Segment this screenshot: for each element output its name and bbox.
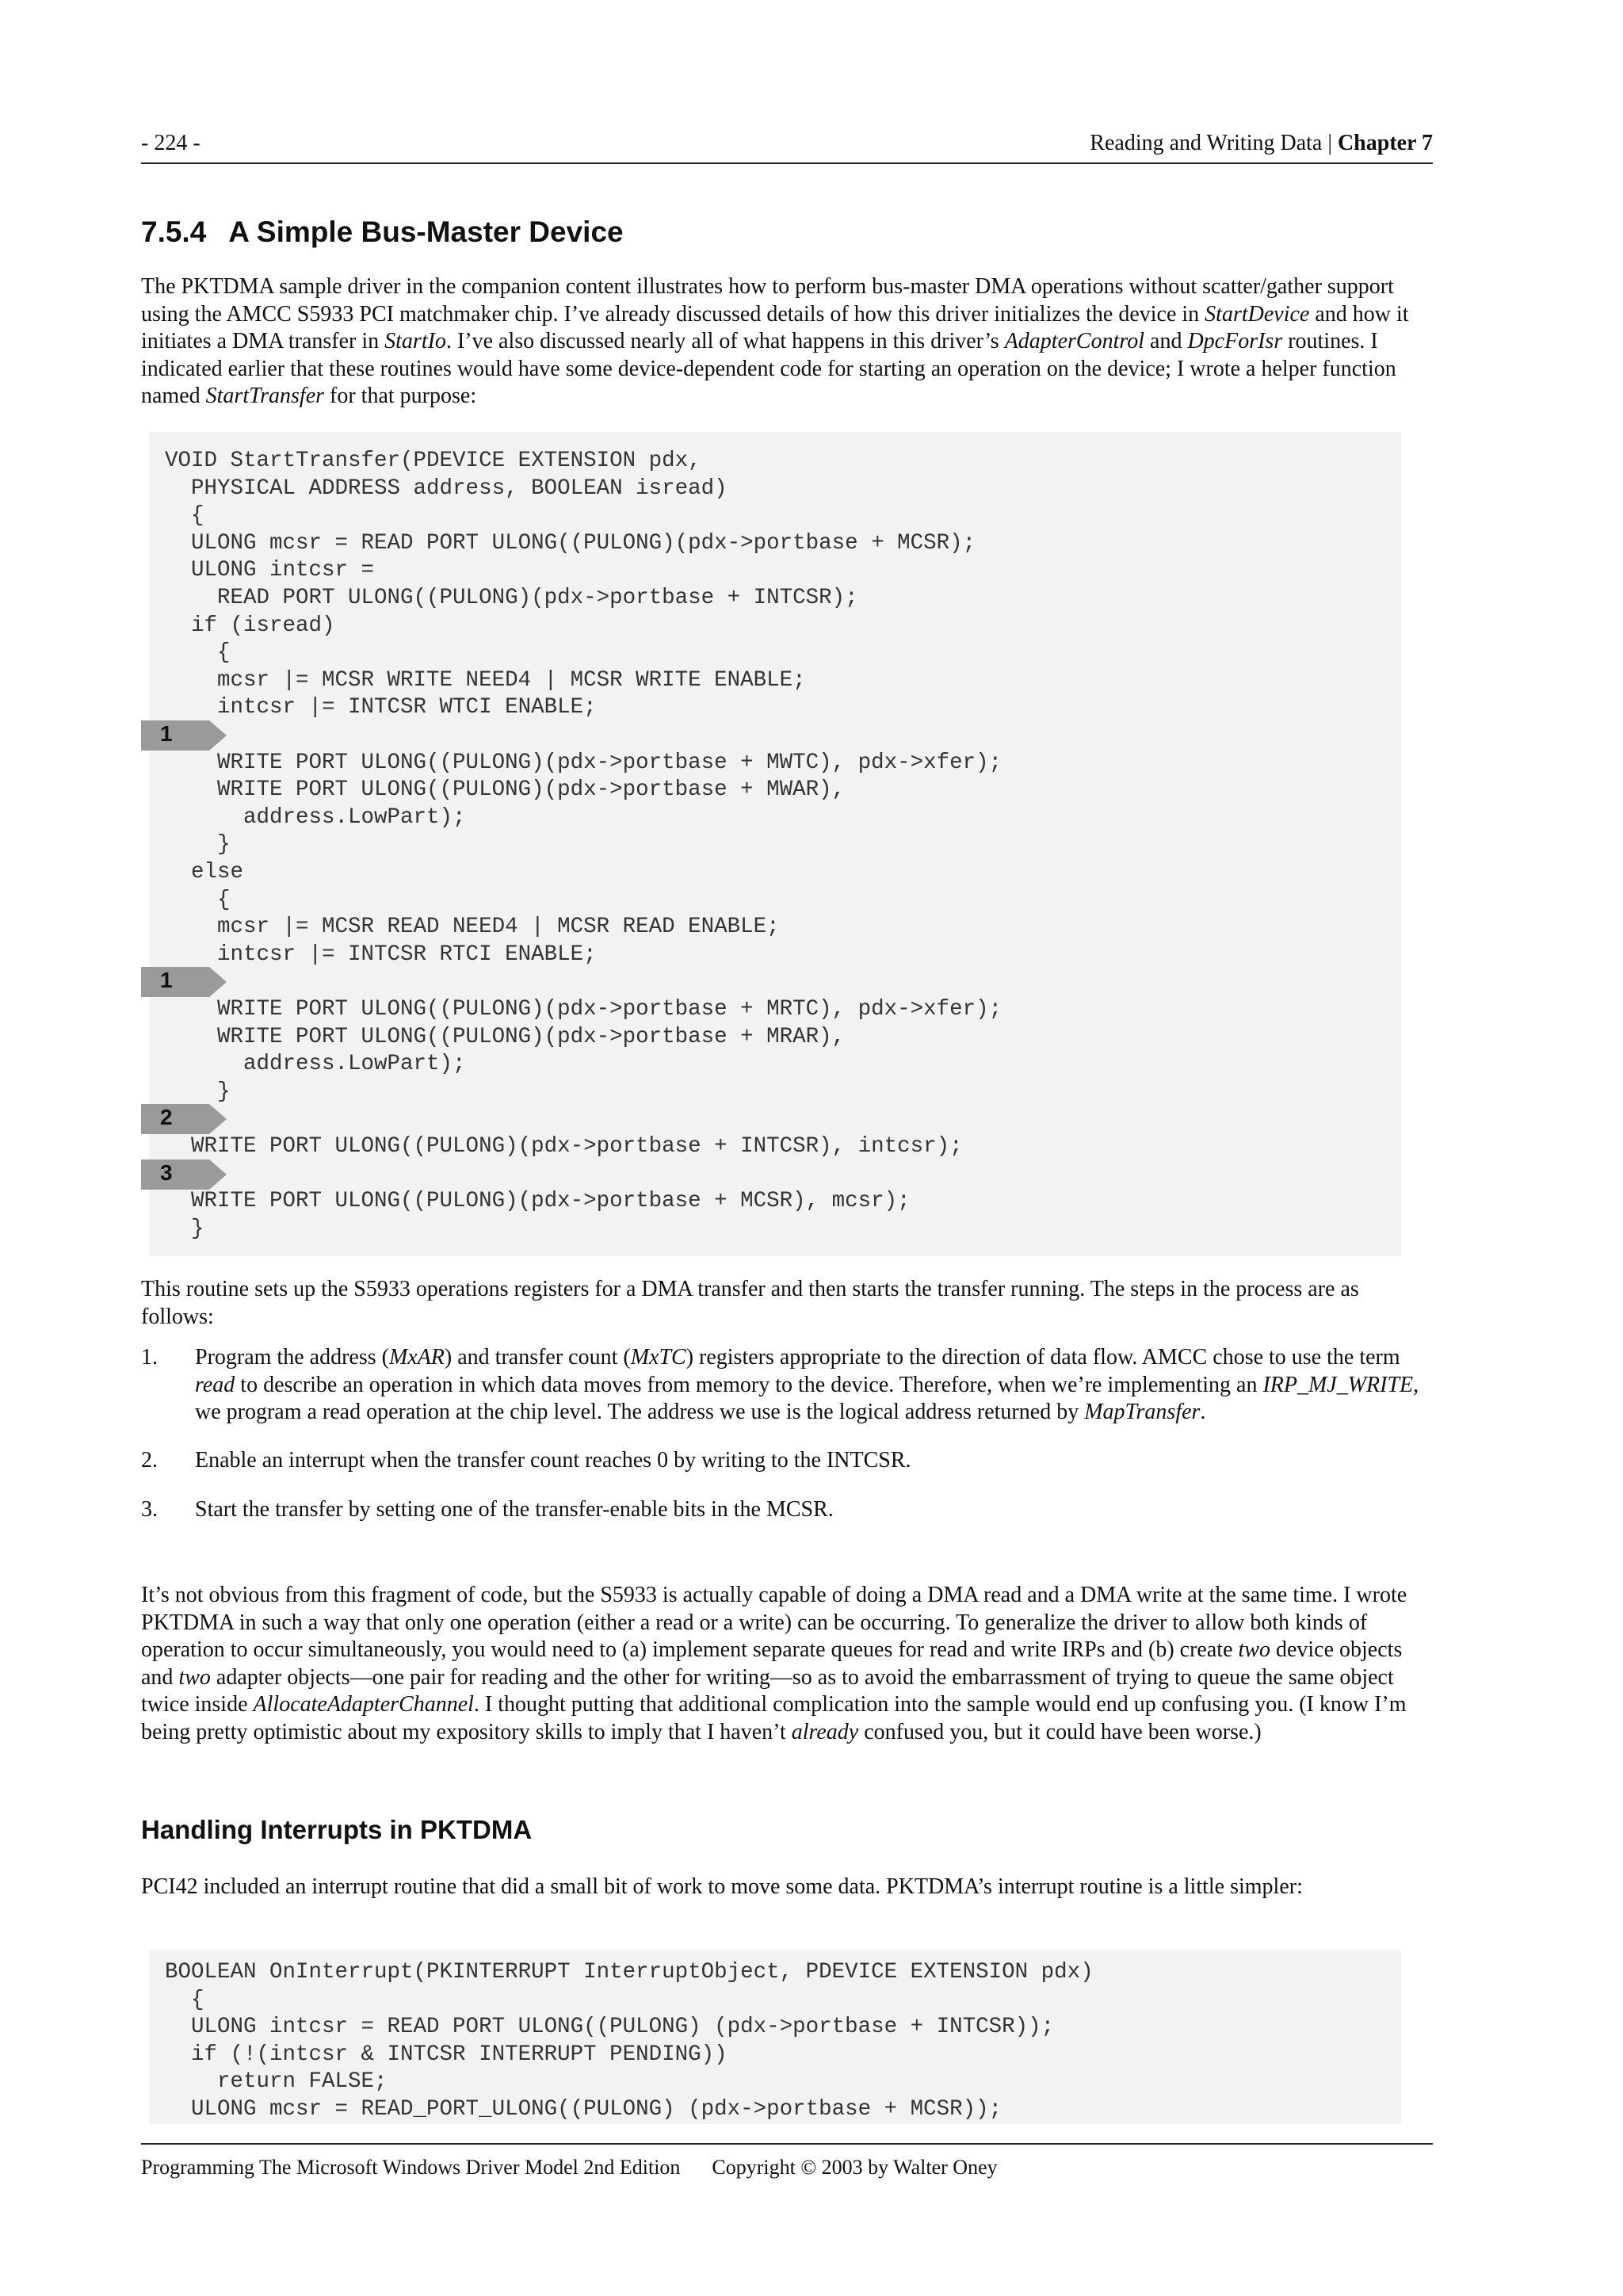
code-line: intcsr |= INTCSR RTCI ENABLE; (165, 942, 597, 967)
intro-run: routines. I indicated earlier that these routines would have some device-dependent code for starting an operation on the device; I wrote a helper function named (141, 329, 1396, 409)
step-item (141, 1344, 1433, 1427)
step-text-run: ) and transfer count ( (444, 1345, 631, 1370)
intro-run: The PKTDMA sample driver in the companion content illustrates how to perform bus-master DMA operations without scatter/gather support using the AMCC S5933 PCI matchmaker chip. I’ve already discussed details of how this driver initializes the device in (141, 274, 1394, 327)
code-line: } (165, 832, 231, 858)
discussion-run: device objects and (141, 1637, 1403, 1690)
discussion-run: already (791, 1719, 859, 1744)
callout-number: 3 (160, 1159, 173, 1185)
code-line: if (isread) (165, 613, 335, 638)
intro-run: and (1144, 329, 1188, 354)
step-number: 1. (141, 1345, 158, 1370)
callout-arrow-icon (141, 967, 228, 997)
step-text-run: MxTC (630, 1345, 686, 1370)
step-text-run: ) registers appropriate to the direction of data flow. AMCC chose to use the term (685, 1345, 1400, 1370)
callout-number: 1 (160, 721, 173, 746)
code-line: } (165, 1216, 204, 1241)
intro-run: StartTransfer (205, 384, 325, 409)
intro-run: StartIo (384, 329, 446, 354)
discussion-run: AllocateAdapterChannel (253, 1692, 474, 1717)
callout-marker (141, 1159, 228, 1190)
intro-paragraph (141, 273, 1409, 411)
code-listing-on-interrupt (149, 1950, 1401, 2124)
intro-run: DpcForIsr (1187, 329, 1283, 354)
chapter-heading (1090, 131, 1433, 156)
document-page (141, 0, 1433, 2296)
footer-copyright: Copyright © 2003 by Walter Oney (712, 2156, 998, 2179)
callout-arrow-icon (141, 720, 228, 751)
interrupt-paragraph: PCI42 included an interrupt routine that did a small bit of work to move some data. PKTDMA’s interrupt routine is a little simpler: (141, 1874, 1303, 1899)
code-line: WRITE PORT ULONG((PULONG)(pdx->portbase + MRAR), (165, 1024, 846, 1049)
code-line: address.LowPart); (165, 1052, 466, 1077)
code-line: } (165, 1079, 231, 1104)
step-text-run: Start the transfer by setting one of the transfer-enable bits in the MCSR. (195, 1497, 834, 1522)
code-line: mcsr |= MCSR READ NEED4 | MCSR READ ENABLE; (165, 915, 780, 940)
page-footer (141, 2156, 998, 2179)
code-line: { (165, 640, 231, 666)
code-listing-start-transfer (149, 432, 1401, 1256)
step-text-run: , we program a read operation at the chip level. The address we use is the logical address returned by (195, 1372, 1419, 1425)
steps-list (141, 1344, 1433, 1546)
section-number: 7.5.4 (141, 216, 207, 248)
section-heading (141, 216, 624, 249)
intro-run: for that purpose: (324, 384, 477, 409)
discussion-run: two (178, 1664, 211, 1690)
callout-number: 1 (160, 968, 173, 993)
step-number: 2. (141, 1447, 158, 1473)
discussion-run: confused you, but it could have been worse.) (858, 1719, 1262, 1744)
code-line: BOOLEAN OnInterrupt(PKINTERRUPT InterruptObject, PDEVICE EXTENSION pdx) (165, 1960, 1094, 1985)
code-line: ULONG mcsr = READ_PORT_ULONG((PULONG) (pdx->portbase + MCSR)); (165, 2097, 1002, 2122)
callout-arrow-icon (141, 1104, 228, 1134)
discussion-run: . I thought putting that additional complication into the sample would end up confusing you. (I know I’m being pretty optimistic about my expository skills to imply that I haven’t (141, 1692, 1407, 1744)
step-text-run: . (1200, 1400, 1206, 1425)
code-line: ULONG mcsr = READ PORT ULONG((PULONG)(pdx->portbase + MCSR); (165, 530, 976, 556)
callout-number: 2 (160, 1105, 173, 1130)
after-code-paragraph: This routine sets up the S5933 operations registers for a DMA transfer and then starts the transfer running. The steps in the process are as follows: (141, 1277, 1359, 1329)
code-line: WRITE PORT ULONG((PULONG)(pdx->portbase + MCSR), mcsr); (165, 1189, 911, 1214)
callout-marker (141, 1104, 228, 1134)
chapter-title: Reading and Writing Data | (1090, 131, 1338, 155)
code-line: if (!(intcsr & INTCSR INTERRUPT PENDING)) (165, 2042, 727, 2067)
code-line: { (165, 887, 231, 912)
subsection-heading: Handling Interrupts in PKTDMA (141, 1815, 533, 1844)
code-line: READ PORT ULONG((PULONG)(pdx->portbase + INTCSR); (165, 586, 858, 610)
code-line: PHYSICAL ADDRESS address, BOOLEAN isread) (165, 476, 727, 501)
discussion-run: It’s not obvious from this fragment of code, but the S5933 is actually capable of doing a DMA read and a DMA write at the same time. I wrote PKTDMA in such a way that only one operation (either a read or a write) can be occurring. To generalize the driver to allow both kinds of operation to occur simultaneously, you would need to (a) implement separate queues for read and write IRPs and (b) create (141, 1583, 1407, 1663)
code-line: { (165, 503, 204, 529)
step-number: 3. (141, 1497, 158, 1522)
step-text-run: read (195, 1372, 235, 1397)
code-line: WRITE PORT ULONG((PULONG)(pdx->portbase + MWAR), (165, 777, 846, 803)
code-line: return FALSE; (165, 2069, 388, 2095)
code-line: WRITE PORT ULONG((PULONG)(pdx->portbase + MWTC), pdx->xfer); (165, 750, 1002, 775)
code-line: mcsr |= MCSR WRITE NEED4 | MCSR WRITE ENABLE; (165, 667, 806, 693)
step-text-run: MapTransfer (1084, 1400, 1201, 1425)
intro-run: AdapterControl (1004, 329, 1145, 354)
code-line: WRITE PORT ULONG((PULONG)(pdx->portbase + INTCSR), intcsr); (165, 1134, 963, 1159)
step-text-run: to describe an operation in which data moves from memory to the device. Therefore, when we’re implementing an (235, 1372, 1263, 1397)
code-line: ULONG intcsr = READ PORT ULONG((PULONG) (pdx->portbase + INTCSR)); (165, 2015, 1055, 2040)
callout-marker (141, 720, 228, 751)
discussion-run: adapter objects—one pair for reading and the other for writing—so as to avoid the embarrassment of trying to queue the same object twice inside (141, 1664, 1394, 1717)
code-line: { (165, 1987, 204, 2012)
running-header (141, 131, 1433, 164)
page-number: - 224 - (141, 131, 200, 155)
step-text-run: Enable an interrupt when the transfer count reaches 0 by writing to the INTCSR. (195, 1447, 911, 1473)
section-title: A Simple Bus-Master Device (228, 216, 624, 248)
code-line: intcsr |= INTCSR WTCI ENABLE; (165, 695, 597, 720)
footer-rule (141, 2143, 1433, 2145)
step-text-run: IRP_MJ_WRITE (1262, 1372, 1414, 1397)
callout-marker (141, 967, 228, 997)
discussion-run: two (1238, 1637, 1270, 1663)
intro-run: and how it initiates a DMA transfer in (141, 301, 1409, 354)
intro-run: . I’ve also discussed nearly all of what happens in this driver’s (445, 329, 1005, 354)
step-text-run: MxAR (388, 1345, 445, 1370)
step-text-run: Program the address ( (195, 1345, 389, 1370)
footer-book-title: Programming The Microsoft Windows Driver Model 2nd Edition (141, 2156, 681, 2179)
callout-arrow-icon (141, 1159, 228, 1190)
code-line: else (165, 860, 244, 884)
code-line: address.LowPart); (165, 804, 466, 830)
discussion-paragraph (141, 1582, 1409, 1747)
code-line: VOID StartTransfer(PDEVICE EXTENSION pdx, (165, 449, 701, 473)
step-item (141, 1447, 1433, 1475)
step-item (141, 1496, 1433, 1524)
intro-run: StartDevice (1205, 301, 1310, 327)
code-line: ULONG intcsr = (165, 558, 375, 583)
chapter-label: Chapter 7 (1337, 131, 1433, 155)
code-line: WRITE PORT ULONG((PULONG)(pdx->portbase + MRTC), pdx->xfer); (165, 997, 1002, 1022)
